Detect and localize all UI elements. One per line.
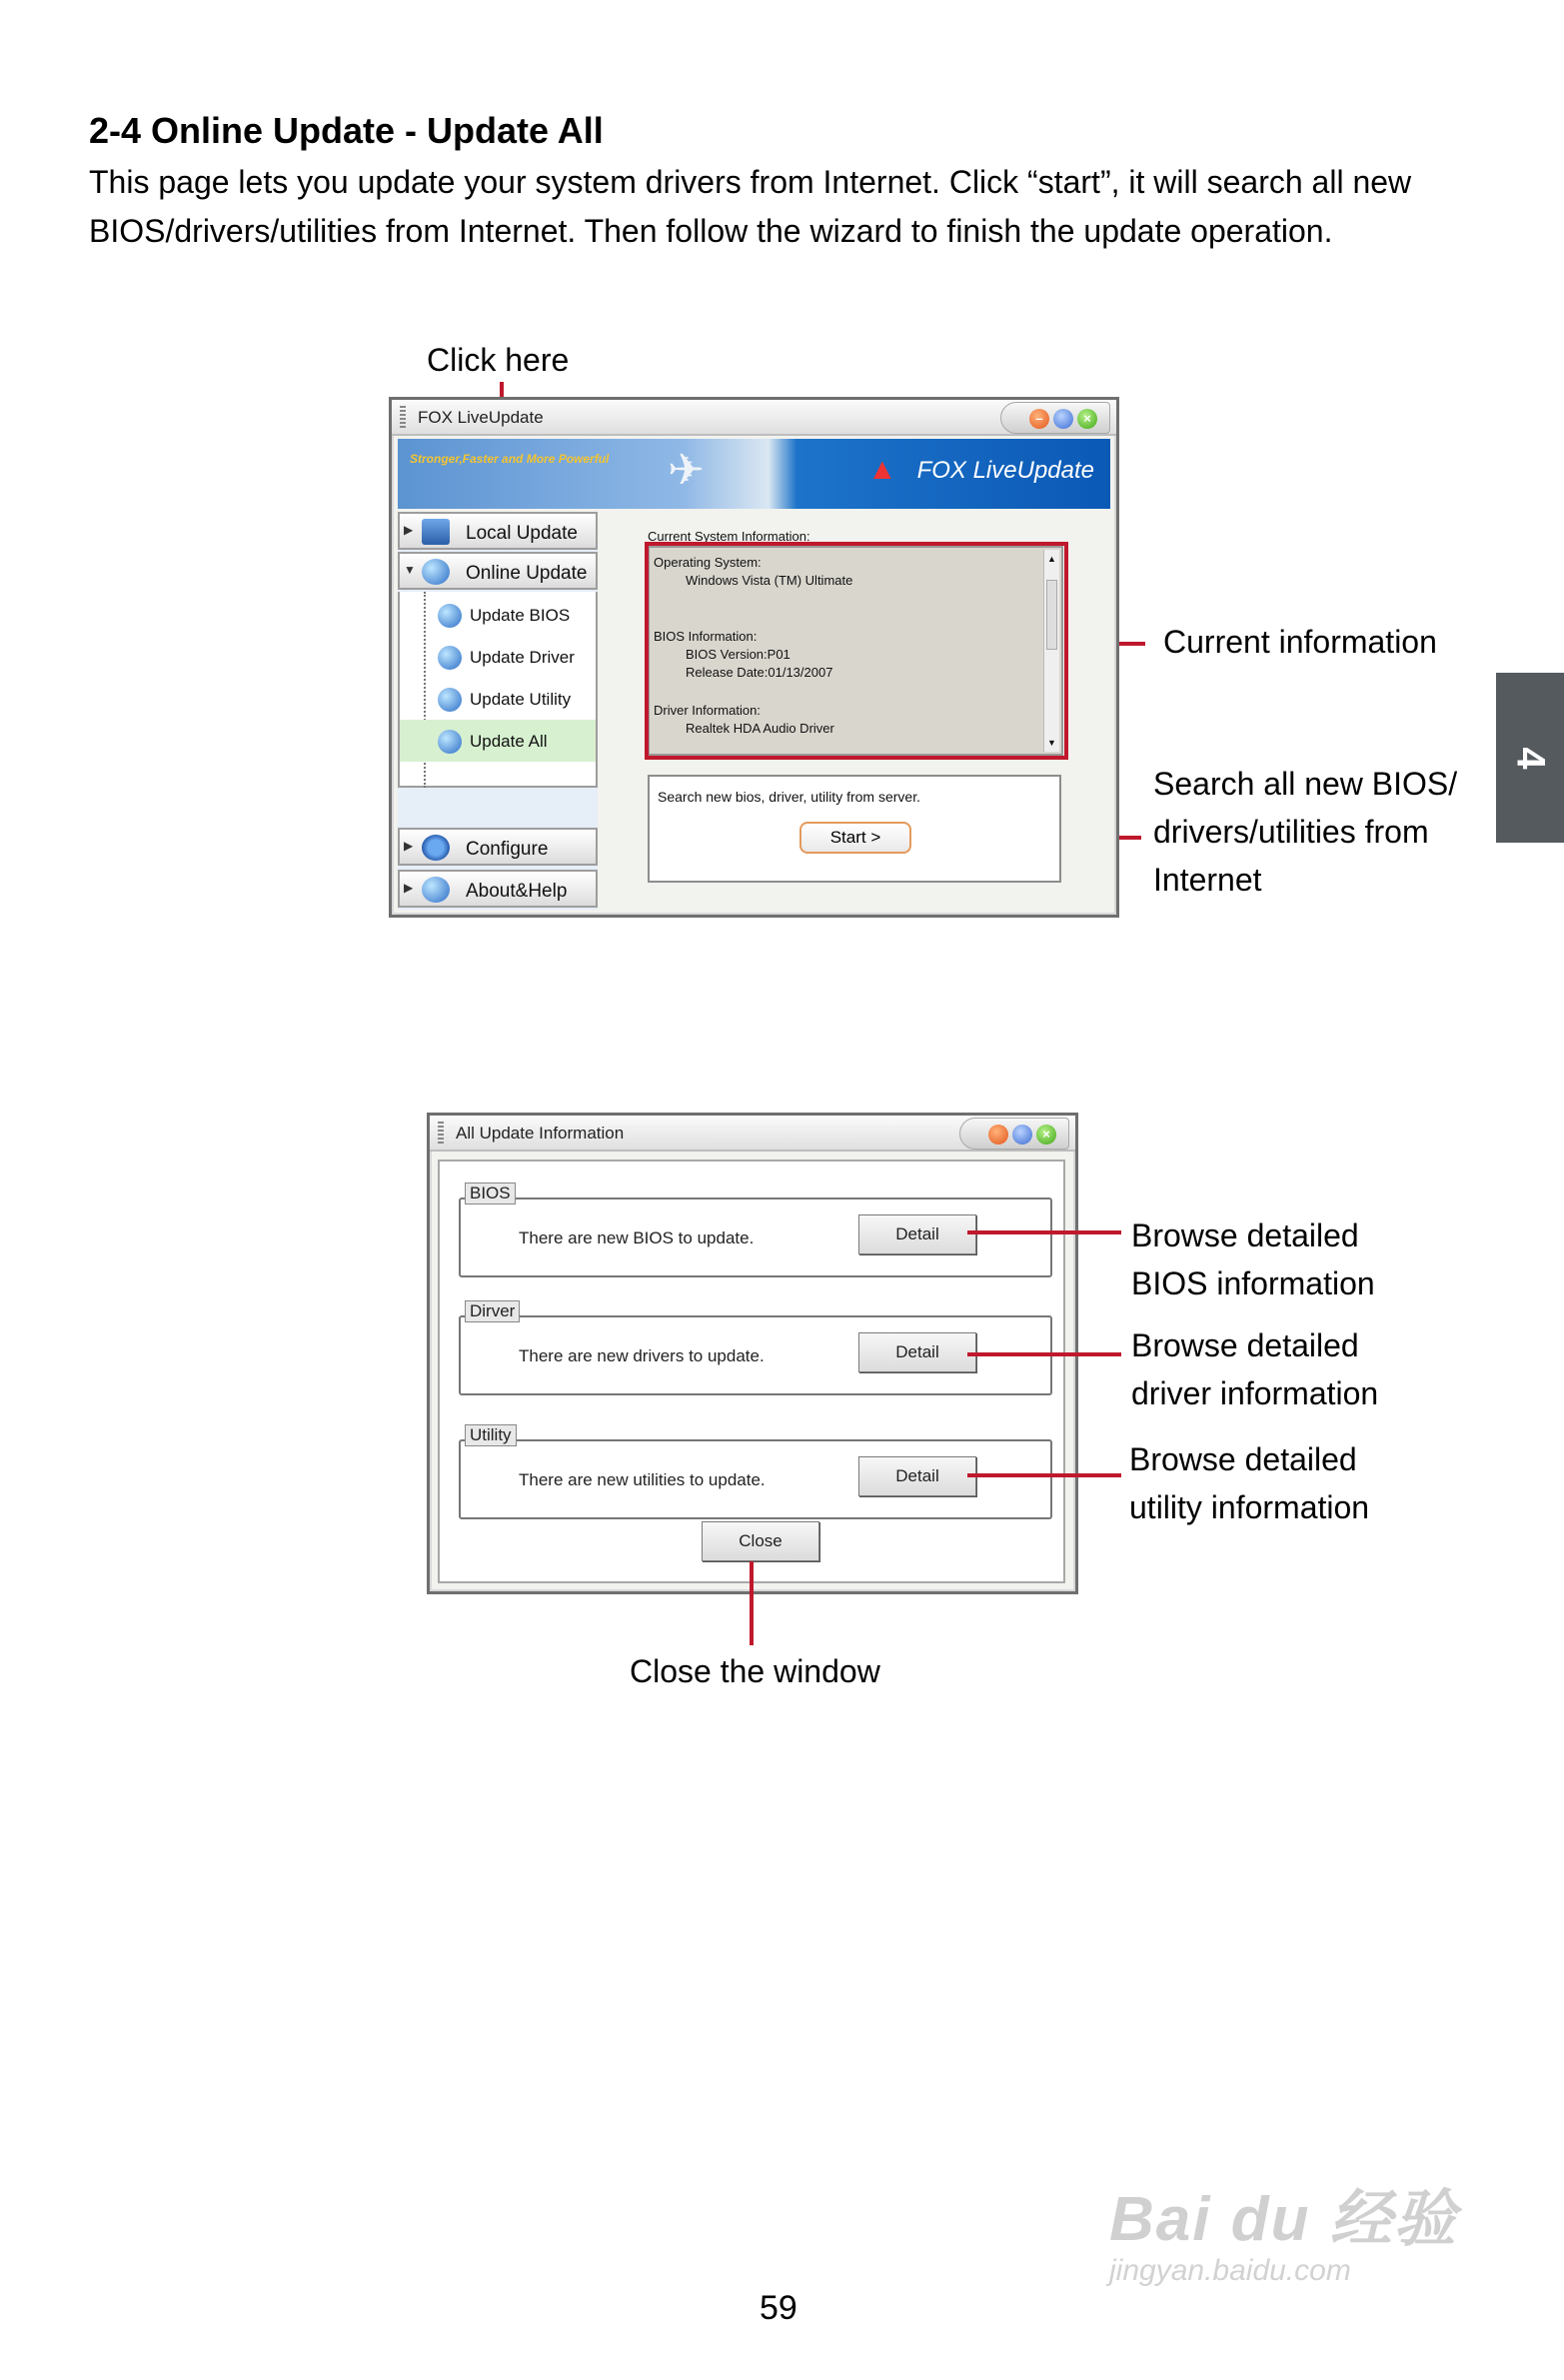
nav-configure[interactable] xyxy=(398,828,598,866)
expand-arrow-icon: ▶ xyxy=(404,523,414,537)
bios-date: Release Date:01/13/2007 xyxy=(686,665,833,680)
bios-detail-button[interactable]: Detail xyxy=(858,1214,976,1254)
callout-bios-2: BIOS information xyxy=(1131,1265,1375,1301)
watermark-url: jingyan.baidu.com xyxy=(1109,2254,1351,2287)
sidebar-nav xyxy=(398,512,598,910)
callout-utility-2: utility information xyxy=(1129,1489,1370,1525)
computer-icon xyxy=(422,519,450,545)
bios-legend: BIOS xyxy=(465,1183,516,1204)
minimize-icon[interactable]: – xyxy=(1029,409,1049,429)
sidebar-item-label: Update Utility xyxy=(470,690,572,709)
intro-paragraph: This page lets you update your system drivers from Internet. Click “start”, it will search all new BIOS/drivers/utilities from Internet. Then follow the wizard to finish the update operation. xyxy=(89,164,1412,249)
info-caption: Current System Information: xyxy=(648,529,810,544)
airplane-icon: ✈ xyxy=(668,446,705,495)
nav-local-update[interactable] xyxy=(398,512,598,550)
chapter-tab xyxy=(1496,673,1564,843)
bios-message: There are new BIOS to update. xyxy=(519,1228,755,1247)
update-info-titlebar[interactable] xyxy=(430,1116,1075,1152)
liveupdate-title: FOX LiveUpdate xyxy=(418,408,544,427)
nav-local-update-label: Local Update xyxy=(466,523,578,544)
driver-value: Realtek HDA Audio Driver xyxy=(686,721,834,736)
restore-icon[interactable] xyxy=(1053,409,1073,429)
scroll-up-icon[interactable]: ▲ xyxy=(1047,554,1056,564)
nav-configure-label: Configure xyxy=(466,839,549,860)
liveupdate-banner xyxy=(398,439,1110,509)
page-number: 59 xyxy=(760,2289,797,2327)
restore-icon[interactable] xyxy=(1012,1125,1032,1145)
globe-icon xyxy=(422,559,450,585)
sidebar-item-label: Update All xyxy=(470,732,548,751)
leader-close xyxy=(750,1561,754,1645)
callout-search-2: drivers/utilities from xyxy=(1153,814,1429,850)
callout-driver-2: driver information xyxy=(1131,1375,1379,1411)
driver-detail-button[interactable]: Detail xyxy=(858,1332,976,1372)
section-heading: 2-4 Online Update - Update All xyxy=(89,110,604,151)
sidebar-item-update-utility[interactable] xyxy=(400,678,596,720)
search-panel xyxy=(648,775,1061,883)
close-icon[interactable]: × xyxy=(1036,1125,1056,1145)
liveupdate-window xyxy=(389,397,1119,918)
help-icon xyxy=(422,877,450,903)
callout-bios-1: Browse detailed xyxy=(1131,1217,1359,1253)
os-label: Operating System: xyxy=(654,555,762,570)
sidebar-item-label: Update BIOS xyxy=(470,606,571,625)
bios-globe-icon xyxy=(438,604,462,628)
liveupdate-titlebar[interactable] xyxy=(392,400,1116,436)
drag-grip-icon[interactable] xyxy=(438,1122,444,1146)
bios-group xyxy=(459,1184,1052,1277)
nav-online-update[interactable] xyxy=(398,552,598,590)
nav-online-update-label: Online Update xyxy=(466,563,588,584)
leader-utility xyxy=(967,1473,1121,1477)
window-controls xyxy=(1000,402,1110,434)
drag-grip-icon[interactable] xyxy=(400,406,406,430)
utility-globe-icon xyxy=(438,688,462,712)
callout-search-1: Search all new BIOS/ xyxy=(1153,766,1458,802)
sidebar-item-label: Update Driver xyxy=(470,648,575,667)
update-all-globe-icon xyxy=(438,730,462,754)
update-info-title: All Update Information xyxy=(456,1124,625,1143)
close-icon[interactable]: × xyxy=(1077,409,1097,429)
watermark-logo: Bai du 经验 xyxy=(1109,2185,1458,2254)
driver-group xyxy=(459,1301,1052,1395)
nav-about-help-label: About&Help xyxy=(466,881,568,902)
bios-version: BIOS Version:P01 xyxy=(686,647,790,662)
update-info-body xyxy=(438,1160,1065,1583)
collapse-arrow-icon: ▼ xyxy=(404,563,416,577)
sidebar-item-update-all[interactable] xyxy=(400,720,596,762)
minimize-icon[interactable] xyxy=(988,1125,1008,1145)
leader-bios xyxy=(967,1230,1121,1234)
chapter-number: 4 xyxy=(1508,746,1553,770)
leader-driver xyxy=(967,1352,1121,1356)
online-update-submenu xyxy=(398,592,598,788)
sidebar-item-update-driver[interactable] xyxy=(400,636,596,678)
utility-legend: Utility xyxy=(465,1424,517,1446)
bios-label: BIOS Information: xyxy=(654,629,758,644)
highlight-frame xyxy=(645,542,1068,760)
utility-message: There are new utilities to update. xyxy=(519,1470,766,1489)
fox-logo-icon: ▲ xyxy=(867,453,897,486)
close-button[interactable]: Close xyxy=(702,1521,819,1561)
start-button[interactable]: Start > xyxy=(799,822,911,854)
callout-driver-1: Browse detailed xyxy=(1131,1327,1359,1363)
driver-globe-icon xyxy=(438,646,462,670)
banner-brand: FOX LiveUpdate xyxy=(916,457,1094,484)
driver-label: Driver Information: xyxy=(654,703,761,718)
search-text: Search new bios, driver, utility from server. xyxy=(658,789,920,805)
expand-arrow-icon: ▶ xyxy=(404,881,414,895)
utility-detail-button[interactable]: Detail xyxy=(858,1456,976,1496)
driver-legend: Dirver xyxy=(465,1300,520,1322)
gear-icon xyxy=(422,835,450,861)
callout-current-info: Current information xyxy=(1163,624,1437,660)
callout-click-here: Click here xyxy=(427,342,570,378)
window-controls xyxy=(959,1118,1069,1150)
callout-close-window: Close the window xyxy=(630,1653,880,1689)
expand-arrow-icon: ▶ xyxy=(404,839,414,853)
callout-utility-1: Browse detailed xyxy=(1129,1441,1357,1477)
scroll-down-icon[interactable]: ▼ xyxy=(1047,738,1056,748)
os-value: Windows Vista (TM) Ultimate xyxy=(686,573,853,588)
sidebar-item-update-bios[interactable] xyxy=(400,594,596,636)
nav-about-help[interactable] xyxy=(398,870,598,908)
utility-group xyxy=(459,1425,1052,1519)
callout-search-3: Internet xyxy=(1153,862,1262,898)
banner-slogan: Stronger,Faster and More Powerful xyxy=(410,452,610,466)
driver-message: There are new drivers to update. xyxy=(519,1346,765,1365)
